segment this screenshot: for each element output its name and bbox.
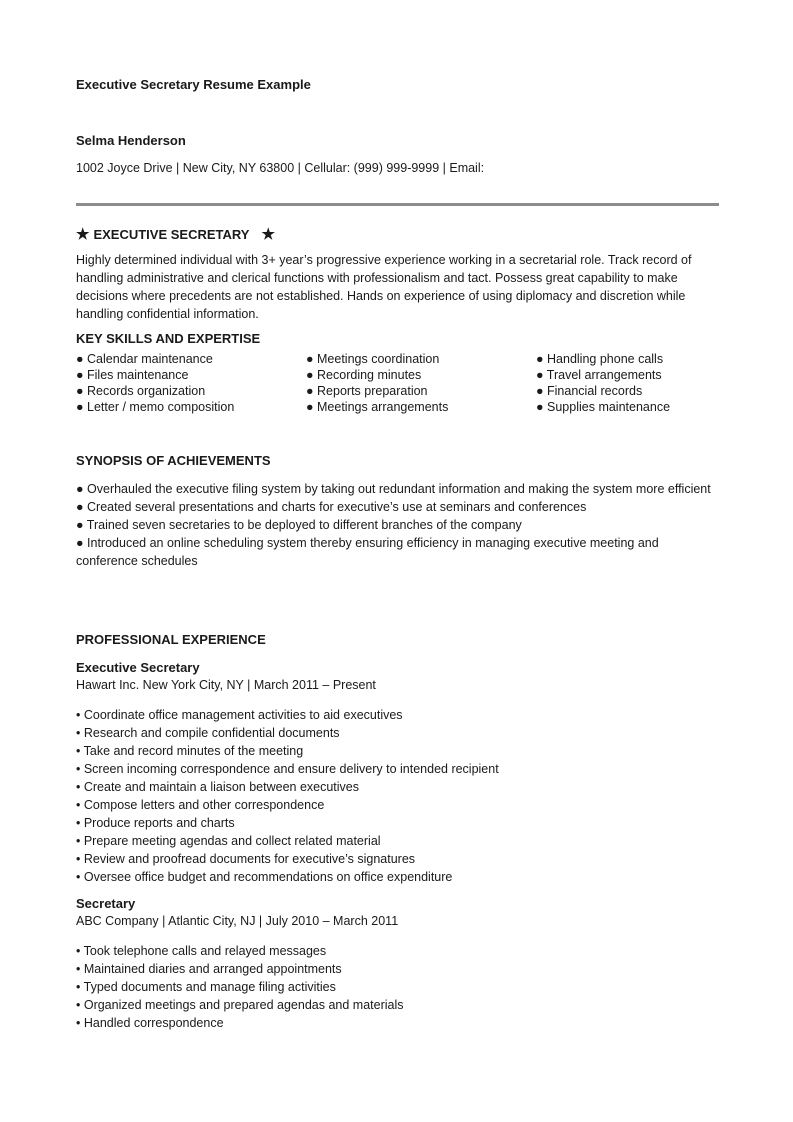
skills-heading: KEY SKILLS AND EXPERTISE (76, 331, 261, 346)
duty-item: • Review and proofread documents for executive’s signatures (76, 852, 416, 866)
job-duties (76, 706, 716, 886)
duty-item: • Research and compile confidential documents (76, 726, 340, 740)
skill-item: ● Records organization (76, 384, 206, 398)
duty-item: • Oversee office budget and recommendations on office expenditure (76, 870, 453, 884)
skill-item: ● Reports preparation (306, 384, 428, 398)
achievements-heading: SYNOPSIS OF ACHIEVEMENTS (76, 453, 271, 468)
skill-item: ● Supplies maintenance (536, 400, 671, 414)
role-heading-text: EXECUTIVE SECRETARY (93, 227, 250, 242)
duty-item: • Prepare meeting agendas and collect related material (76, 834, 381, 848)
skill-item: ● Recording minutes (306, 368, 422, 382)
job-title: Executive Secretary (76, 660, 200, 675)
duty-item: • Took telephone calls and relayed messages (76, 944, 327, 958)
summary-paragraph: Highly determined individual with 3+ year’s progressive experience working in a secretarial role. Track record of handling administrative and clerical functions with professionalism and tact. Possess great capability to make decisions where precedents are not established. Hands on experience of using diplomacy and discretion while handling confidential information. (76, 253, 692, 321)
job-details: ABC Company | Atlantic City, NJ | July 2010 – March 2011 (76, 914, 399, 928)
skill-item: ● Letter / memo composition (76, 400, 235, 414)
skill-item: ● Handling phone calls (536, 352, 664, 366)
skill-item: ● Meetings arrangements (306, 400, 449, 414)
skill-item: ● Calendar maintenance (76, 352, 213, 366)
achievement-item: ● Introduced an online scheduling system thereby ensuring efficiency in managing executive meeting and conference schedules (76, 536, 659, 568)
role-heading (76, 227, 275, 242)
job-details: Hawart Inc. New York City, NY | March 2011 – Present (76, 678, 376, 692)
duty-item: • Handled correspondence (76, 1016, 224, 1030)
experience-heading: PROFESSIONAL EXPERIENCE (76, 632, 266, 647)
duty-item: • Typed documents and manage filing activities (76, 980, 336, 994)
skill-item: ● Financial records (536, 384, 643, 398)
skills-column (306, 351, 536, 415)
candidate-name: Selma Henderson (76, 133, 186, 148)
star-icon: ★ (261, 226, 275, 243)
skill-item: ● Meetings coordination (306, 352, 440, 366)
duty-item: • Produce reports and charts (76, 816, 235, 830)
achievements-list (76, 480, 716, 570)
duty-item: • Organized meetings and prepared agendas and materials (76, 998, 404, 1012)
achievement-item: ● Overhauled the executive filing system by taking out redundant information and making the system more efficient (76, 482, 711, 496)
duty-item: • Screen incoming correspondence and ensure delivery to intended recipient (76, 762, 499, 776)
achievement-item: ● Trained seven secretaries to be deployed to different branches of the company (76, 518, 522, 532)
skill-item: ● Files maintenance (76, 368, 189, 382)
star-icon: ★ (76, 226, 90, 243)
skills-column (536, 351, 721, 415)
header-divider (76, 203, 719, 206)
duty-item: • Maintained diaries and arranged appointments (76, 962, 342, 976)
duty-item: • Compose letters and other correspondence (76, 798, 325, 812)
achievement-item: ● Created several presentations and charts for executive’s use at seminars and conferences (76, 500, 587, 514)
skill-item: ● Travel arrangements (536, 368, 662, 382)
skills-column (76, 351, 306, 415)
duty-item: • Take and record minutes of the meeting (76, 744, 304, 758)
job-title: Secretary (76, 896, 136, 911)
contact-line: 1002 Joyce Drive | New City, NY 63800 | Cellular: (999) 999-9999 | Email: (76, 161, 485, 175)
duty-item: • Coordinate office management activities to aid executives (76, 708, 403, 722)
document-title: Executive Secretary Resume Example (76, 77, 311, 92)
duty-item: • Create and maintain a liaison between executives (76, 780, 360, 794)
skills-grid (76, 351, 721, 415)
job-duties (76, 942, 716, 1032)
